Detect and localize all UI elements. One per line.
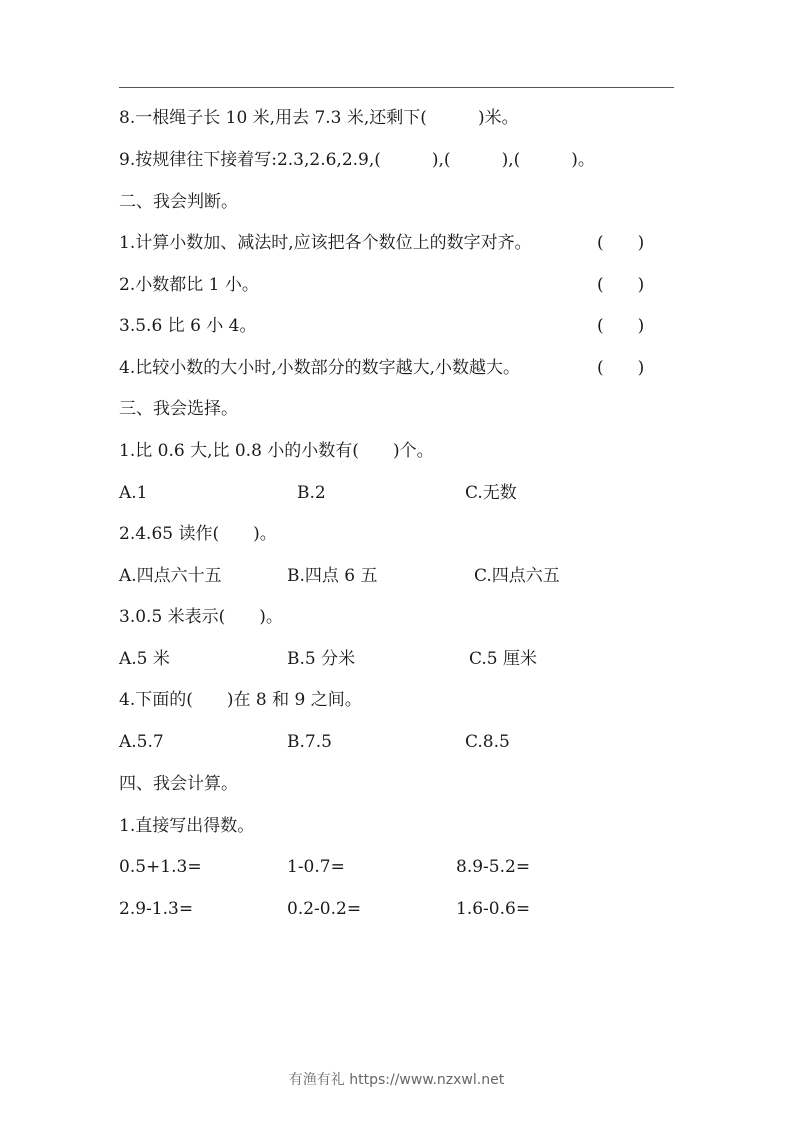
judge-answer-paren-2: ( ) <box>597 275 645 295</box>
calc-item: 1-0.7= <box>287 857 345 877</box>
judge-answer-paren-3: ( ) <box>597 316 645 336</box>
calc-subtitle: 1.直接写出得数。 <box>119 816 255 836</box>
judge-answer-paren-1: ( ) <box>597 233 645 253</box>
section-calc-title: 四、我会计算。 <box>119 774 238 794</box>
calc-item: 2.9-1.3= <box>119 899 194 919</box>
judge-item-4: 4.比较小数的大小时,小数部分的数字越大,小数越大。 <box>119 358 521 378</box>
header-rule <box>119 87 674 88</box>
choice-2-option-a: A.四点六十五 <box>119 566 222 586</box>
question-9: 9.按规律往下接着写:2.3,2.6,2.9,( ),( ),( )。 <box>119 150 595 170</box>
question-8: 8.一根绳子长 10 米,用去 7.3 米,还剩下( )米。 <box>119 108 519 128</box>
choice-question-4: 4.下面的( )在 8 和 9 之间。 <box>119 690 362 710</box>
choice-4-option-a: A.5.7 <box>119 732 164 752</box>
choice-3-option-b: B.5 分米 <box>287 649 356 669</box>
choice-question-1: 1.比 0.6 大,比 0.8 小的小数有( )个。 <box>119 441 434 461</box>
judge-item-2: 2.小数都比 1 小。 <box>119 275 259 295</box>
calc-item: 0.2-0.2= <box>287 899 362 919</box>
judge-item-3: 3.5.6 比 6 小 4。 <box>119 316 257 336</box>
page-footer-watermark: 有渔有礼 https://www.nzxwl.net <box>288 1072 505 1088</box>
section-choice-title: 三、我会选择。 <box>119 399 238 419</box>
calc-item: 1.6-0.6= <box>456 899 531 919</box>
choice-1-option-b: B.2 <box>297 483 326 503</box>
choice-1-option-a: A.1 <box>119 483 148 503</box>
choice-3-option-a: A.5 米 <box>119 649 170 669</box>
judge-item-1: 1.计算小数加、减法时,应该把各个数位上的数字对齐。 <box>119 233 532 253</box>
choice-4-option-b: B.7.5 <box>287 732 332 752</box>
choice-question-3: 3.0.5 米表示( )。 <box>119 607 283 627</box>
choice-question-2: 2.4.65 读作( )。 <box>119 524 277 544</box>
choice-1-option-c: C.无数 <box>465 483 517 503</box>
judge-answer-paren-4: ( ) <box>597 358 645 378</box>
choice-4-option-c: C.8.5 <box>465 732 510 752</box>
section-judge-title: 二、我会判断。 <box>119 192 238 212</box>
calc-item: 8.9-5.2= <box>456 857 531 877</box>
choice-3-option-c: C.5 厘米 <box>469 649 538 669</box>
calc-item: 0.5+1.3= <box>119 857 202 877</box>
choice-2-option-c: C.四点六五 <box>474 566 560 586</box>
choice-2-option-b: B.四点 6 五 <box>287 566 378 586</box>
